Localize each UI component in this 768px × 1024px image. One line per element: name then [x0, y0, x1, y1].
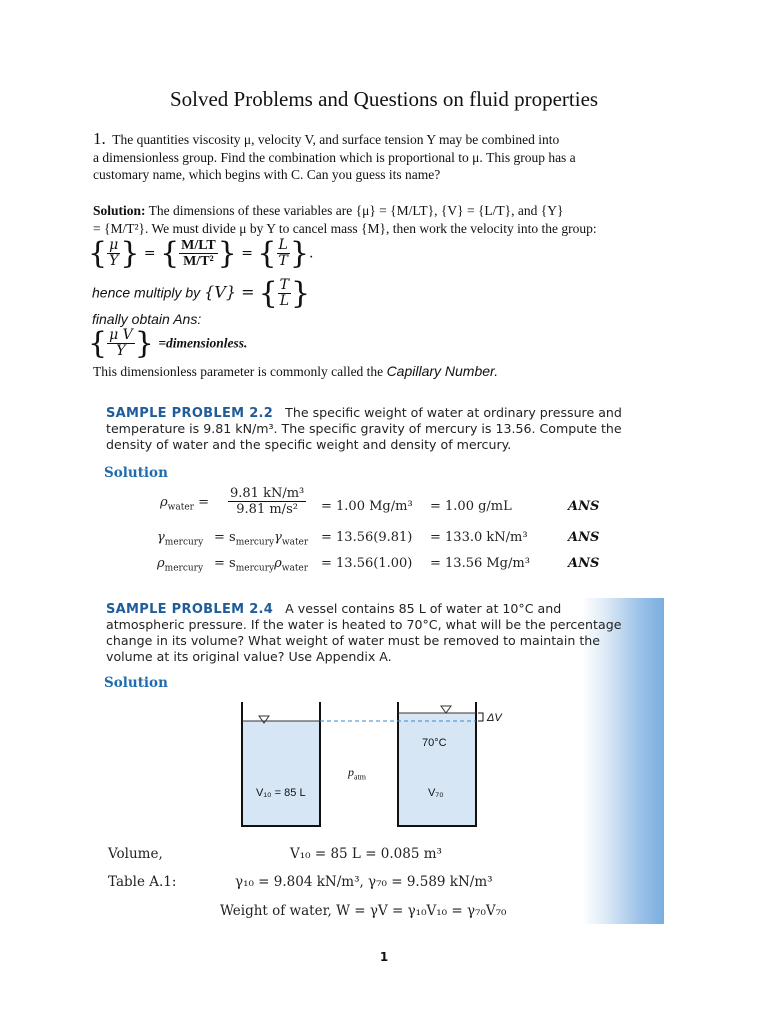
sp22-solution-label: Solution	[104, 465, 168, 481]
problem-1-text1: The quantities viscosity μ, velocity V, and surface tension Y may be combined into	[112, 132, 560, 147]
frac-den: 9.81 m/s²	[236, 502, 298, 517]
solution-line1	[93, 203, 563, 219]
eq-y: Y	[109, 253, 119, 269]
problem-1-line1	[93, 131, 559, 148]
sp22-line3: density of water and the specific weight and density of mercury.	[106, 437, 512, 452]
delta-bracket	[478, 713, 483, 721]
volume-label: Volume,	[108, 846, 163, 862]
sp24-line1	[106, 601, 561, 618]
eq-equals-2: =	[241, 245, 253, 262]
eq-period: .	[308, 245, 314, 262]
rho-mercury-lhs	[157, 556, 203, 574]
right-level-triangle-icon	[441, 706, 451, 713]
rho-symbol: ρ	[160, 495, 168, 510]
v-equals: {V} =	[204, 282, 255, 302]
left-tank-volume: V₁₀ = 85 L	[256, 787, 306, 799]
gamma-w: γ	[274, 530, 282, 545]
water-sub: water	[167, 502, 194, 513]
gamma-symbol: γ	[157, 530, 165, 545]
rho-symbol-2: ρ	[157, 556, 165, 571]
y-denominator: Y	[116, 343, 126, 359]
solution-text1: The dimensions of these variables are {μ} = {M/LT}, {V} = {L/T}, and {Y}	[148, 203, 564, 218]
sp24-line3: change in its volume? What weight of water must be removed to maintain the	[106, 633, 600, 648]
weight-equation: Weight of water, W = γV = γ₁₀V₁₀ = γ₇₀V₇₀	[220, 903, 507, 919]
gamma-mercury-r1: = 13.56(9.81)	[321, 530, 413, 545]
eq-l: L	[277, 238, 290, 254]
delta-v-label: ΔV	[487, 712, 502, 724]
l-denominator: L	[279, 293, 289, 309]
ans-3: ANS	[568, 556, 600, 571]
tank-diagram	[230, 696, 530, 832]
eq-t: T	[278, 253, 288, 269]
conclusion-text: This dimensionless parameter is commonly called the	[93, 364, 384, 379]
water-sub-3: water	[281, 563, 309, 574]
right-tank-volume: V₇₀	[428, 787, 444, 799]
sp22-heading: SAMPLE PROBLEM 2.2	[106, 406, 274, 421]
rho-mercury-r2: = 13.56 Mg/m³	[430, 556, 530, 571]
eq-equals-1: =	[143, 245, 156, 262]
eq-mu: μ	[107, 238, 120, 254]
sp24-text1: A vessel contains 85 L of water at 10°C and	[285, 601, 562, 616]
t-numerator: T	[279, 277, 290, 293]
page-title: Solved Problems and Questions on fluid properties	[169, 87, 599, 111]
solution-line2: = {M/T²}. We must divide μ by Y to cancel mass {M}, then work the velocity into the group:	[93, 221, 597, 236]
hence-text: hence multiply by	[92, 284, 201, 301]
problem-1-line2: a dimensionless group. Find the combination which is proportional to μ. This group has a	[93, 150, 576, 165]
page-number: 1	[379, 950, 389, 964]
water-sub-2: water	[281, 537, 309, 548]
sp22-line1	[106, 405, 622, 422]
ans-1: ANS	[568, 499, 600, 514]
gamma-mercury-mid	[214, 530, 308, 548]
s-symbol-2: = s	[214, 556, 236, 571]
table-label: Table A.1:	[108, 874, 177, 890]
final-answer: { $\frac{\text{μ V}}{Y}$ } =dimensionless.	[88, 325, 248, 361]
frac-num: 9.81 kN/m³	[230, 486, 305, 501]
rho-mercury-r1: = 13.56(1.00)	[321, 556, 413, 571]
rho-water-r2: = 1.00 g/mL	[430, 499, 512, 514]
s-mercury-sub: mercury	[235, 537, 275, 548]
dimensionless-text: =dimensionless.	[158, 335, 248, 351]
sp24-solution-label: Solution	[104, 675, 168, 691]
s-mercury-sub-2: mercury	[235, 563, 275, 574]
rho-water-r1: = 1.00 Mg/m³	[321, 499, 413, 514]
problem-1-line3: customary name, which begins with C. Can you guess its name?	[93, 167, 441, 182]
rho-mercury-mid	[214, 556, 308, 574]
equation-mu-over-y: { $\frac{\mu}{Y}$ } = { $\frac{M/LT}{\text{M/T²}}$ } = { $\frac{L}{T}$ }.	[88, 235, 314, 271]
sp24-line2: atmospheric pressure. If the water is heated to 70°C, what will be the percentage	[106, 617, 622, 632]
hence-line: hence multiply by {V} = { $\frac{T}{L}$ }	[92, 275, 311, 311]
sp22-line2: temperature is 9.81 kN/m³. The specific gravity of mercury is 13.56. Compute the	[106, 421, 622, 436]
p-symbol: p	[348, 765, 354, 779]
mercury-sub: mercury	[164, 537, 204, 548]
problem-number: 1.	[93, 129, 106, 148]
ans-2: ANS	[568, 530, 600, 545]
rho-water-lhs: $\rho_{water}$ =	[160, 495, 210, 513]
left-tank-water	[242, 721, 320, 826]
sp24-heading: SAMPLE PROBLEM 2.4	[106, 602, 274, 617]
rho-water-fraction	[228, 486, 306, 517]
muv-numerator: μ V	[109, 327, 133, 343]
conclusion-line	[93, 363, 498, 380]
capillary-number: Capillary Number.	[386, 363, 499, 379]
eq-mlt: M/LT	[181, 238, 216, 253]
gamma-mercury-lhs	[157, 530, 203, 548]
solution-label: Solution:	[93, 203, 146, 218]
eq-mt2: M/T²	[183, 254, 214, 269]
right-tank-temp: 70°C	[422, 737, 447, 749]
mercury-sub-2: mercury	[164, 563, 204, 574]
gamma-mercury-r2: = 133.0 kN/m³	[430, 530, 528, 545]
sp24-line4: volume at its original value? Use Appendix A.	[106, 649, 392, 664]
s-symbol: = s	[214, 530, 236, 545]
finally-text: finally obtain Ans:	[92, 311, 202, 327]
rho-w: ρ	[274, 556, 282, 571]
sp22-text1: The specific weight of water at ordinary pressure and	[285, 405, 622, 420]
atm-sub: atm	[354, 772, 366, 782]
right-tank-water	[398, 713, 476, 826]
table-equation: γ₁₀ = 9.804 kN/m³, γ₇₀ = 9.589 kN/m³	[235, 874, 493, 890]
patm-label	[348, 765, 366, 781]
volume-equation: V₁₀ = 85 L = 0.085 m³	[290, 846, 442, 862]
